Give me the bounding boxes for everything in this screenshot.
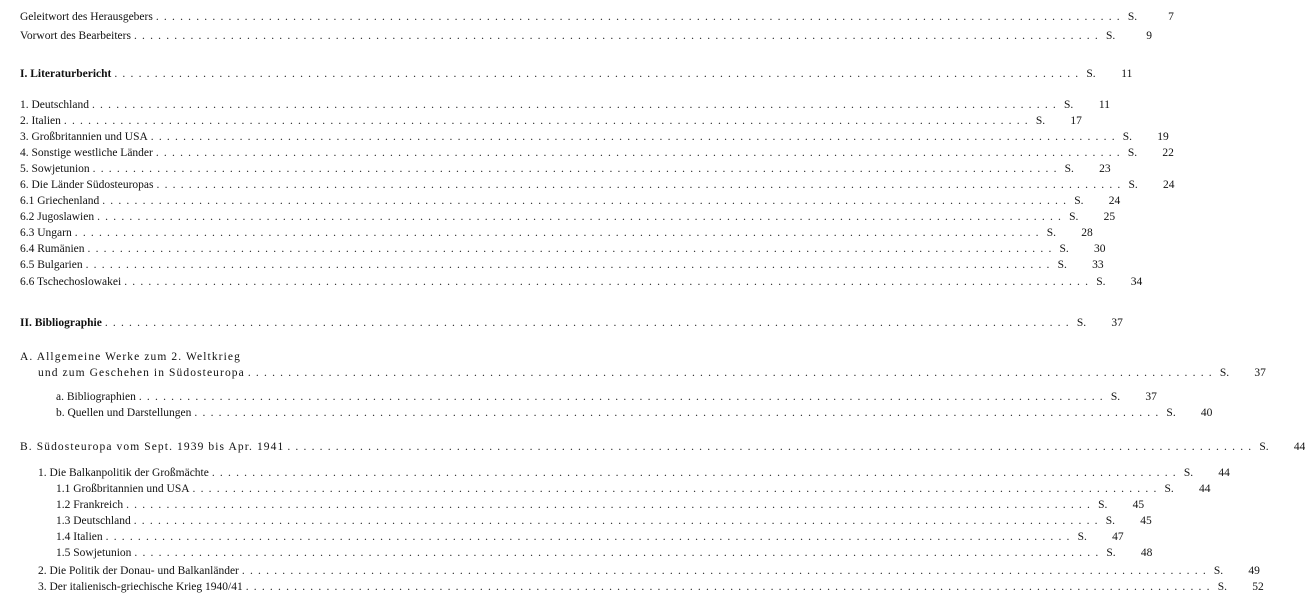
- page-prefix: S.: [1128, 179, 1138, 191]
- page-prefix: S.: [1122, 131, 1133, 143]
- page-number: 40: [1200, 407, 1213, 419]
- page-prefix: S.: [1164, 483, 1174, 495]
- toc-entry[interactable]: [20, 440, 1305, 454]
- page-prefix: S.: [1166, 407, 1176, 419]
- toc-entry[interactable]: [38, 564, 1260, 578]
- page-prefix: S.: [1076, 317, 1087, 329]
- page-number: 44: [1218, 467, 1230, 479]
- toc-entry[interactable]: [20, 114, 1082, 128]
- toc-entry[interactable]: [20, 10, 1174, 24]
- page-prefix: S.: [1127, 147, 1138, 159]
- toc-entry-title: II. Bibliographie: [20, 317, 102, 329]
- dot-leader: ........................................................................................................................: [241, 565, 1211, 577]
- dot-leader: ........................................................................................................................: [156, 179, 1126, 191]
- toc-entry-title: I. Literaturbericht: [20, 68, 112, 80]
- page-number: 11: [1121, 68, 1133, 80]
- dot-leader: ........................................................................................................................: [138, 391, 1108, 403]
- toc-entry[interactable]: [20, 210, 1116, 224]
- toc-entry-title: 6.1 Griechenland: [20, 195, 100, 207]
- page-prefix: S.: [1213, 565, 1224, 577]
- toc-entry[interactable]: [56, 406, 1213, 420]
- dot-leader: ........................................................................................................................: [134, 547, 1104, 559]
- page-prefix: S.: [1064, 163, 1074, 175]
- toc-entry-title: Vorwort des Bearbeiters: [20, 30, 131, 42]
- toc-entry-title: 6.6 Tschechoslowakei: [20, 276, 122, 288]
- page-prefix: S.: [1127, 11, 1138, 23]
- dot-leader: ........................................................................................................................: [287, 441, 1257, 453]
- page-prefix: S.: [1057, 259, 1067, 271]
- page-number: 11: [1098, 99, 1110, 111]
- page-number: 52: [1252, 581, 1264, 593]
- page-number: 44: [1199, 483, 1211, 495]
- toc-entry[interactable]: [20, 258, 1104, 272]
- page-number: 19: [1157, 131, 1169, 143]
- dot-leader: ........................................................................................................................: [114, 68, 1084, 80]
- toc-entry-title: 2. Die Politik der Donau- und Balkanländer: [38, 565, 239, 577]
- toc-entry[interactable]: [20, 130, 1169, 144]
- page-number: 44: [1293, 441, 1305, 453]
- page-number: 49: [1248, 565, 1260, 577]
- dot-leader: ........................................................................................................................: [97, 211, 1067, 223]
- toc-entry[interactable]: [20, 29, 1152, 43]
- dot-leader: ........................................................................................................................: [74, 227, 1044, 239]
- toc-entry-title: B. Südosteuropa vom Sept. 1939 bis Apr. 1941: [20, 441, 285, 453]
- page-number: 25: [1103, 211, 1116, 223]
- page-prefix: S.: [1219, 367, 1230, 379]
- toc-entry[interactable]: [56, 530, 1124, 544]
- page-prefix: S.: [1105, 30, 1116, 42]
- toc-entry-title: 1.2 Frankreich: [56, 499, 124, 511]
- toc-entry[interactable]: [56, 514, 1152, 528]
- toc-entry[interactable]: [20, 67, 1133, 81]
- page-prefix: S.: [1074, 195, 1084, 207]
- toc-entry-title: 2. Italien: [20, 115, 61, 127]
- toc-entry-title: 1. Deutschland: [20, 99, 89, 111]
- dot-leader: ........................................................................................................................: [126, 499, 1096, 511]
- page-number: 24: [1163, 179, 1175, 191]
- dot-leader: ........................................................................................................................: [102, 195, 1072, 207]
- page-prefix: S.: [1046, 227, 1057, 239]
- page-prefix: S.: [1096, 276, 1106, 288]
- toc-entry-title: 6.2 Jugoslawien: [20, 211, 95, 223]
- page-number: 17: [1070, 115, 1082, 127]
- dot-leader: ........................................................................................................................: [85, 259, 1055, 271]
- page-number: 7: [1168, 11, 1174, 23]
- toc-entry[interactable]: [56, 390, 1157, 404]
- toc-entry-title: 1.1 Großbritannien und USA: [56, 483, 190, 495]
- toc-entry-title: 6.4 Rumänien: [20, 243, 85, 255]
- dot-leader: ........................................................................................................................: [105, 531, 1075, 543]
- page-number: 28: [1081, 227, 1093, 239]
- toc-entry[interactable]: [20, 226, 1093, 240]
- dot-leader: ........................................................................................................................: [87, 243, 1057, 255]
- toc-entry-title: und zum Geschehen in Südosteuropa: [38, 367, 245, 379]
- toc-entry-title: 6. Die Länder Südosteuropas: [20, 179, 154, 191]
- toc-entry-title: 4. Sonstige westliche Länder: [20, 147, 153, 159]
- page-number: 34: [1130, 276, 1143, 288]
- page-number: 37: [1145, 391, 1157, 403]
- dot-leader: ........................................................................................................................: [133, 515, 1103, 527]
- page-prefix: S.: [1110, 391, 1121, 403]
- page-prefix: S.: [1259, 441, 1269, 453]
- dot-leader: ........................................................................................................................: [150, 131, 1120, 143]
- toc-entry-title: 1.4 Italien: [56, 531, 103, 543]
- toc-entry[interactable]: [20, 275, 1143, 289]
- page-number: 9: [1146, 30, 1152, 42]
- page-number: 37: [1254, 367, 1266, 379]
- toc-entry[interactable]: [56, 498, 1145, 512]
- toc-entry-title: 1.5 Sowjetunion: [56, 547, 132, 559]
- toc-entry-title: 5. Sowjetunion: [20, 163, 90, 175]
- dot-leader: ........................................................................................................................: [155, 11, 1125, 23]
- dot-leader: ........................................................................................................................: [192, 483, 1162, 495]
- page-number: 23: [1099, 163, 1111, 175]
- dot-leader: ........................................................................................................................: [91, 99, 1061, 111]
- page-number: 30: [1094, 243, 1106, 255]
- toc-entry-title: 3. Der italienisch-griechische Krieg 1940/41: [38, 581, 243, 593]
- toc-entry-title: 3. Großbritannien und USA: [20, 131, 148, 143]
- page-number: 48: [1140, 547, 1153, 559]
- toc-entry[interactable]: [20, 178, 1175, 192]
- page-prefix: S.: [1059, 243, 1069, 255]
- toc-entry[interactable]: [38, 580, 1264, 594]
- dot-leader: ........................................................................................................................: [194, 407, 1164, 419]
- page-number: 47: [1112, 531, 1124, 543]
- page-prefix: S.: [1069, 211, 1079, 223]
- toc-entry[interactable]: [20, 98, 1110, 112]
- dot-leader: ........................................................................................................................: [245, 581, 1215, 593]
- toc-entry-title-line: A. Allgemeine Werke zum 2. Weltkrieg: [20, 351, 241, 363]
- toc-entry[interactable]: [38, 366, 1266, 380]
- dot-leader: ........................................................................................................................: [92, 163, 1062, 175]
- dot-leader: ........................................................................................................................: [133, 30, 1103, 42]
- toc-entry[interactable]: [20, 194, 1121, 208]
- toc-entry[interactable]: [56, 546, 1153, 560]
- page-number: 37: [1111, 317, 1123, 329]
- toc-entry[interactable]: [20, 316, 1123, 330]
- toc-entry-title: b. Quellen und Darstellungen: [56, 407, 192, 419]
- page-prefix: S.: [1183, 467, 1194, 479]
- dot-leader: ........................................................................................................................: [124, 276, 1094, 288]
- page-number: 45: [1140, 515, 1152, 527]
- page-prefix: S.: [1106, 547, 1116, 559]
- dot-leader: ........................................................................................................................: [247, 367, 1217, 379]
- toc-entry[interactable]: [56, 482, 1211, 496]
- page-prefix: S.: [1105, 515, 1116, 527]
- toc-entry-title: 1.3 Deutschland: [56, 515, 131, 527]
- dot-leader: ........................................................................................................................: [155, 147, 1125, 159]
- dot-leader: ........................................................................................................................: [211, 467, 1181, 479]
- toc-entry[interactable]: [20, 242, 1106, 256]
- toc-entry[interactable]: [38, 466, 1230, 480]
- page-prefix: S.: [1217, 581, 1227, 593]
- page-prefix: S.: [1077, 531, 1087, 543]
- toc-entry-title: Geleitwort des Herausgebers: [20, 11, 153, 23]
- page-number: 33: [1092, 259, 1104, 271]
- toc-entry-title: 1. Die Balkanpolitik der Großmächte: [38, 467, 209, 479]
- toc-entry-title: 6.3 Ungarn: [20, 227, 72, 239]
- page-prefix: S.: [1063, 99, 1074, 111]
- page-prefix: S.: [1035, 115, 1046, 127]
- toc-entry[interactable]: [20, 162, 1111, 176]
- page-number: 45: [1132, 499, 1145, 511]
- toc-entry-title: 6.5 Bulgarien: [20, 259, 83, 271]
- dot-leader: ........................................................................................................................: [63, 115, 1033, 127]
- page-number: 24: [1108, 195, 1121, 207]
- dot-leader: ........................................................................................................................: [104, 317, 1074, 329]
- page-number: 22: [1162, 147, 1174, 159]
- toc-entry[interactable]: [20, 146, 1174, 160]
- page-prefix: S.: [1086, 68, 1096, 80]
- toc-entry-title: a. Bibliographien: [56, 391, 136, 403]
- page-prefix: S.: [1098, 499, 1108, 511]
